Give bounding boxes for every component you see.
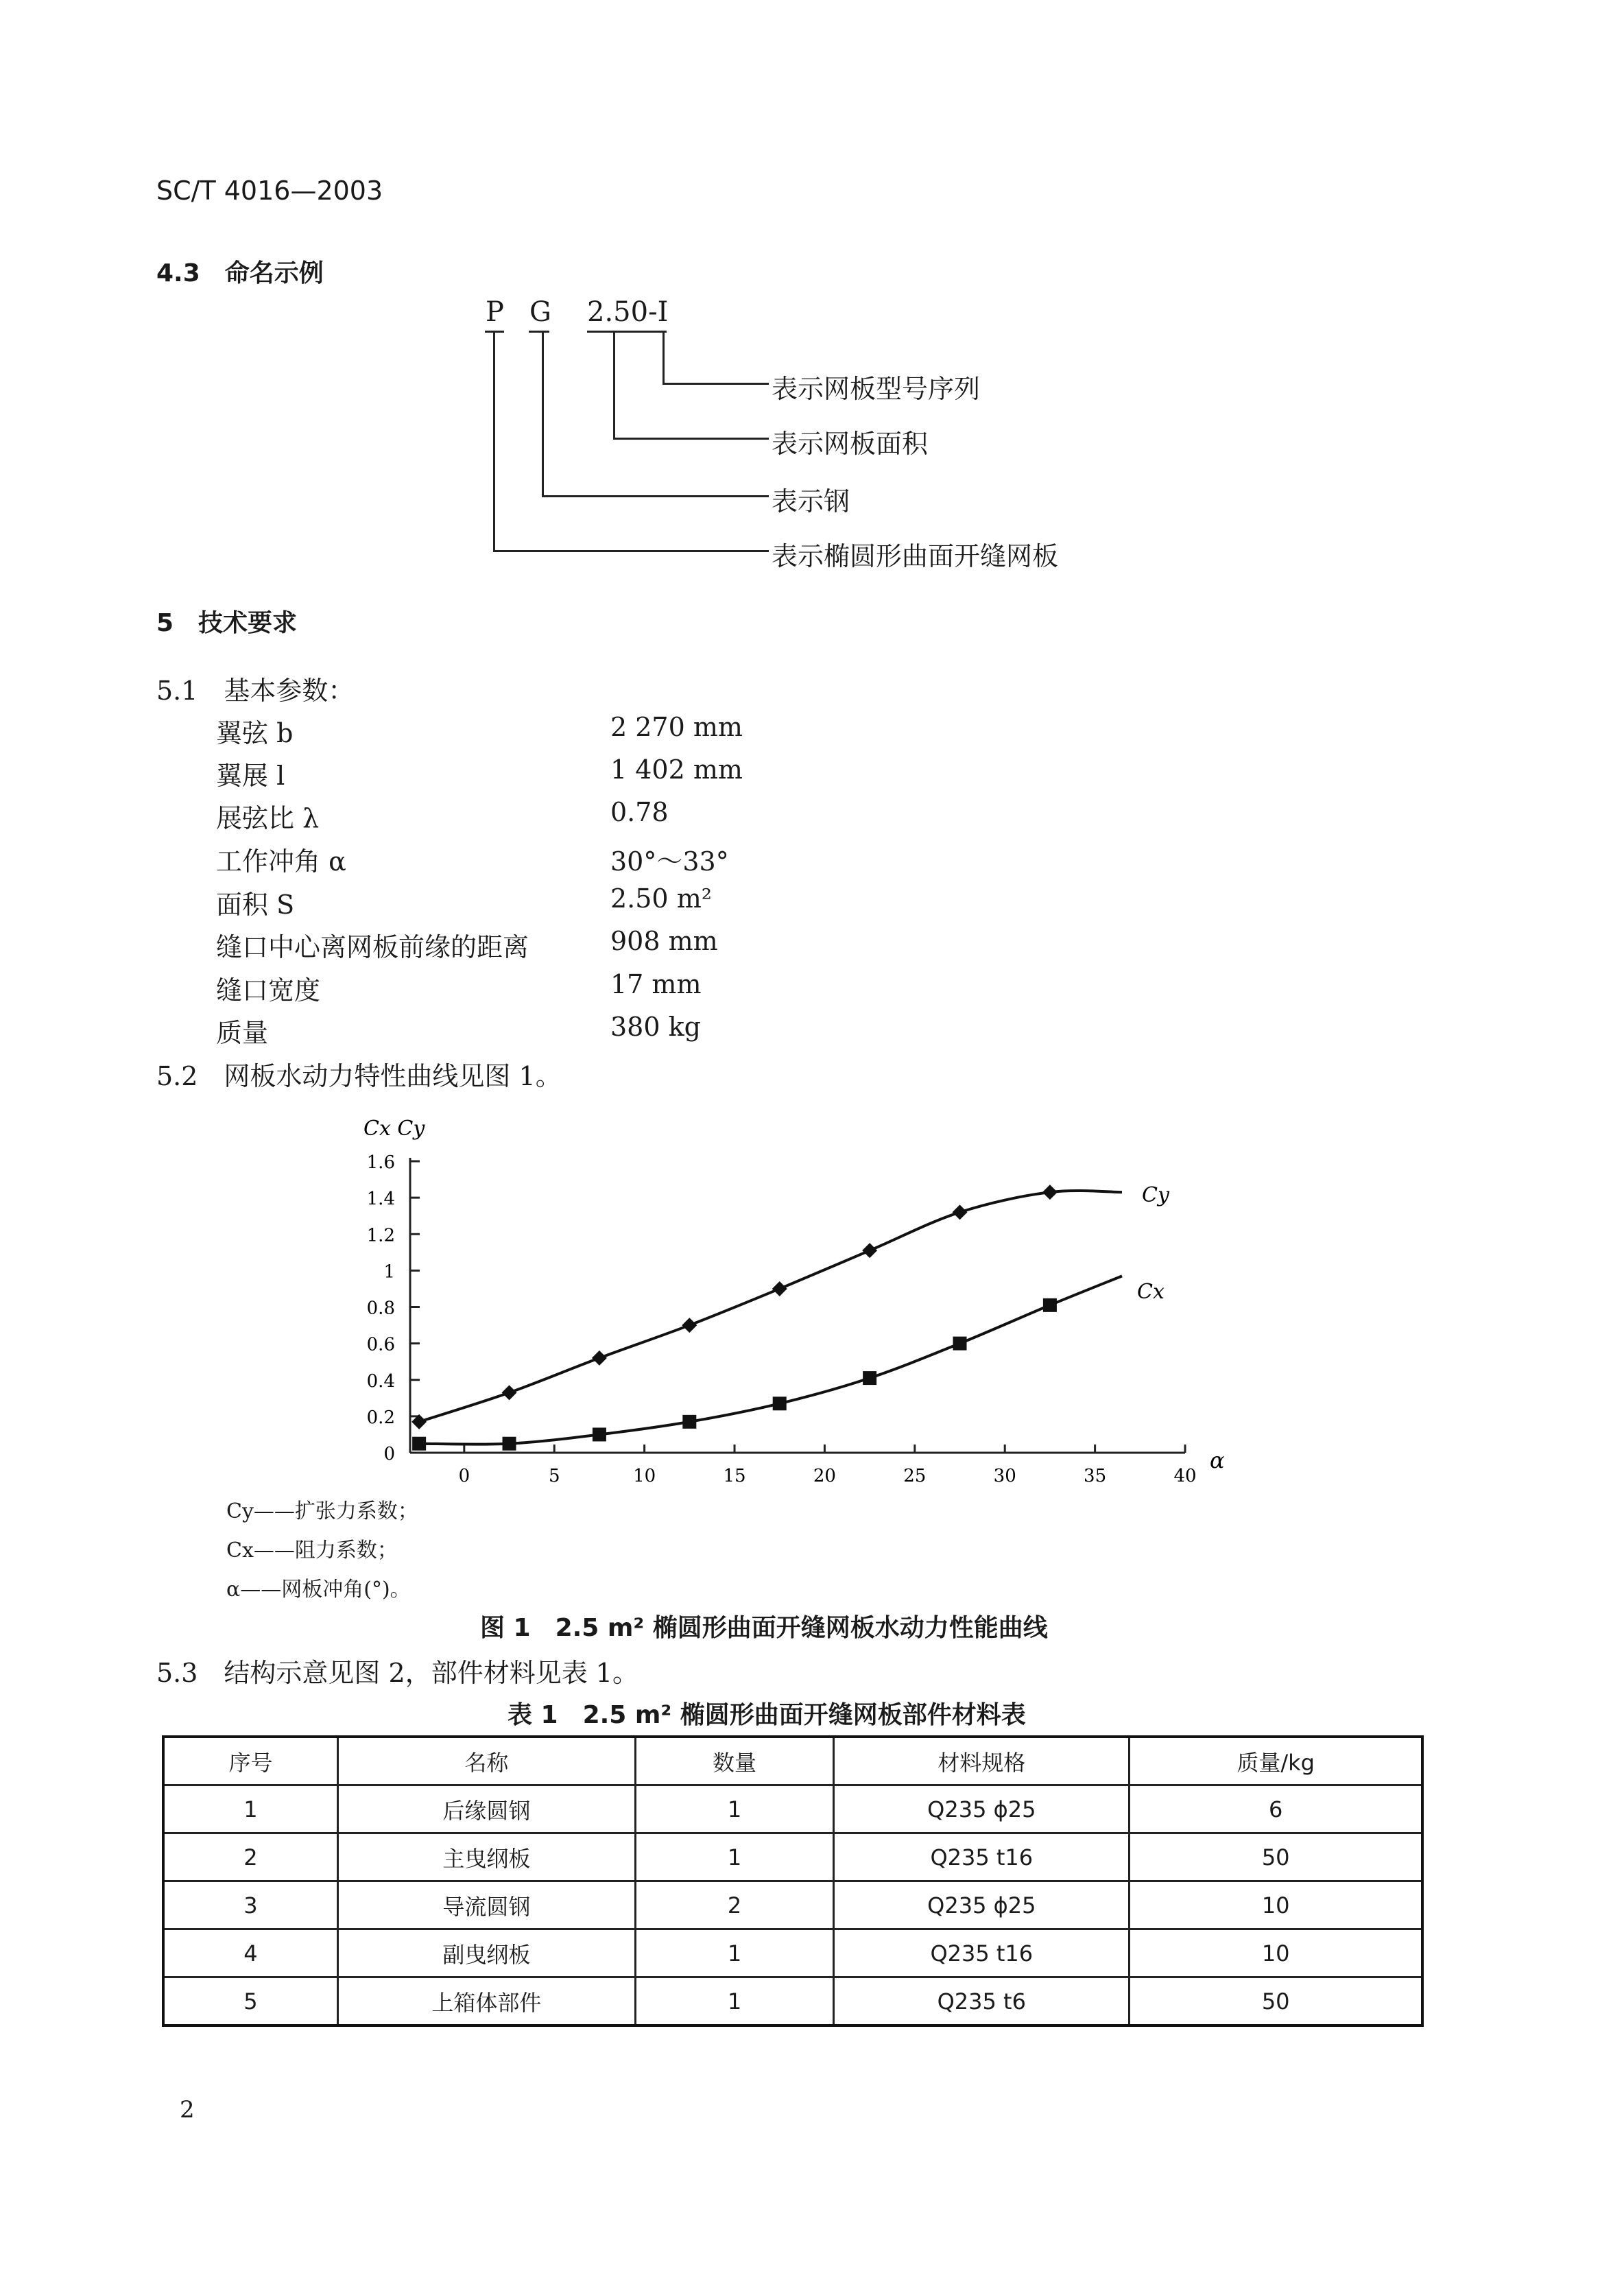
param-name: 质量 [216, 1018, 269, 1048]
desc-area: 表示网板面积 [772, 429, 929, 459]
data-point-cx [682, 1415, 696, 1429]
param-name: 面积 S [216, 890, 295, 920]
data-point-cx [953, 1337, 967, 1351]
x-tick-label: 0 [458, 1466, 470, 1486]
table-row [163, 1833, 1422, 1881]
cell-material: Q235 ϕ25 [834, 1785, 1130, 1833]
table-header-row [163, 1737, 1422, 1785]
data-point-cy [1042, 1185, 1058, 1200]
y-tick-label: 0 [383, 1444, 395, 1464]
standard-number: SC/T 4016—2003 [156, 176, 383, 206]
cell-mass: 10 [1130, 1881, 1422, 1929]
header-material: 材料规格 [834, 1737, 1130, 1785]
code-part-g: G [529, 296, 551, 328]
page-number: 2 [180, 2096, 195, 2124]
chart-xlabel: α [1210, 1447, 1225, 1473]
data-point-cx [863, 1371, 876, 1385]
header-index: 序号 [163, 1737, 337, 1785]
data-point-cx [1043, 1298, 1057, 1312]
desc-series: 表示网板型号序列 [772, 374, 981, 404]
chart-ylabel: Cx Cy [363, 1117, 425, 1141]
cell-material: Q235 t16 [834, 1929, 1130, 1977]
table-caption: 表 1 2.5 m² 椭圆形曲面开缝网板部件材料表 [508, 1701, 1026, 1729]
x-tick-label: 20 [813, 1466, 836, 1486]
cell-index: 5 [163, 1977, 337, 2026]
data-point-cy [682, 1318, 697, 1333]
cell-index: 3 [163, 1881, 337, 1929]
data-point-cx [773, 1396, 787, 1410]
params-heading: 5.1 基本参数： [156, 676, 355, 706]
cell-qty: 2 [635, 1881, 833, 1929]
header-qty: 数量 [635, 1737, 833, 1785]
code-part-p: P [486, 296, 504, 328]
table-row [163, 1785, 1422, 1833]
desc-type: 表示椭圆形曲面开缝网板 [772, 541, 1059, 571]
naming-heading: 4.3 命名示例 [156, 259, 324, 287]
data-point-cx [593, 1427, 606, 1441]
legend-cy: Cy——扩张力系数； [226, 1499, 418, 1523]
data-point-cy [502, 1385, 517, 1400]
data-point-cy [862, 1243, 877, 1258]
cell-mass: 6 [1130, 1785, 1422, 1833]
section5-heading: 5 技术要求 [156, 609, 298, 637]
cell-index: 4 [163, 1929, 337, 1977]
cell-name: 后缘圆钢 [337, 1785, 635, 1833]
desc-steel: 表示钢 [772, 486, 850, 516]
table-row [163, 1977, 1422, 2026]
param-name: 展弦比 λ [216, 803, 320, 833]
y-tick-label: 1.6 [366, 1152, 395, 1173]
cell-name: 导流圆钢 [337, 1881, 635, 1929]
param-value: 0.78 [610, 797, 669, 827]
cell-material: Q235 t16 [834, 1833, 1130, 1881]
s53-text: 5.3 结构示意见图 2，部件材料见表 1。 [156, 1658, 638, 1688]
param-value: 908 mm [610, 926, 718, 956]
param-name: 工作冲角 α [216, 846, 346, 877]
cell-index: 2 [163, 1833, 337, 1881]
cell-mass: 50 [1130, 1833, 1422, 1881]
data-point-cx [503, 1437, 516, 1451]
legend-alpha: α——网板冲角(°)。 [226, 1578, 411, 1602]
materials-table [162, 1735, 1424, 2027]
param-name: 缝口中心离网板前缘的距离 [216, 932, 529, 962]
cell-qty: 1 [635, 1977, 833, 2026]
table-row [163, 1929, 1422, 1977]
x-tick-label: 35 [1084, 1466, 1107, 1486]
cell-name: 主曳纲板 [337, 1833, 635, 1881]
param-value: 1 402 mm [610, 754, 743, 785]
cell-material: Q235 ϕ25 [834, 1881, 1130, 1929]
data-point-cy [772, 1281, 787, 1296]
param-value: 17 mm [610, 969, 702, 999]
param-value: 30°～33° [610, 846, 729, 877]
data-point-cx [412, 1437, 426, 1451]
x-tick-label: 40 [1173, 1466, 1197, 1486]
param-value: 380 kg [610, 1012, 701, 1042]
legend-cx: Cx——阻力系数； [226, 1538, 398, 1562]
header-name: 名称 [337, 1737, 635, 1785]
series-label-cy: Cy [1142, 1183, 1169, 1207]
code-part-size: 2.50-I [587, 296, 669, 328]
data-point-cy [953, 1204, 968, 1220]
series-line-cx [419, 1276, 1122, 1444]
x-tick-label: 15 [723, 1466, 746, 1486]
y-tick-label: 0.8 [366, 1298, 395, 1319]
cell-name: 副曳纲板 [337, 1929, 635, 1977]
x-tick-label: 10 [633, 1466, 656, 1486]
cell-name: 上箱体部件 [337, 1977, 635, 2026]
x-tick-label: 5 [548, 1466, 560, 1486]
cell-index: 1 [163, 1785, 337, 1833]
series-line-cy [419, 1191, 1122, 1422]
param-name: 缝口宽度 [216, 975, 321, 1006]
y-tick-label: 1 [383, 1261, 395, 1283]
y-tick-label: 0.2 [366, 1407, 395, 1428]
param-name: 翼展 l [216, 761, 285, 791]
param-value: 2 270 mm [610, 712, 743, 742]
param-name: 翼弦 b [216, 718, 294, 748]
cell-material: Q235 t6 [834, 1977, 1130, 2026]
cell-mass: 10 [1130, 1929, 1422, 1977]
cell-qty: 1 [635, 1929, 833, 1977]
s52-text: 5.2 网板水动力特性曲线见图 1。 [156, 1061, 562, 1091]
table-row [163, 1881, 1422, 1929]
data-point-cy [592, 1351, 607, 1366]
figure-caption: 图 1 2.5 m² 椭圆形曲面开缝网板水动力性能曲线 [480, 1614, 1048, 1642]
param-value: 2.50 m² [610, 883, 712, 914]
cell-qty: 1 [635, 1785, 833, 1833]
cell-mass: 50 [1130, 1977, 1422, 2026]
y-tick-label: 0.4 [366, 1370, 395, 1392]
header-mass: 质量/kg [1130, 1737, 1422, 1785]
y-tick-label: 1.4 [366, 1189, 395, 1210]
x-tick-label: 30 [993, 1466, 1016, 1486]
y-tick-label: 0.6 [366, 1334, 395, 1355]
y-tick-label: 1.2 [366, 1225, 395, 1246]
cell-qty: 1 [635, 1833, 833, 1881]
series-label-cx: Cx [1137, 1280, 1165, 1304]
x-tick-label: 25 [903, 1466, 927, 1486]
